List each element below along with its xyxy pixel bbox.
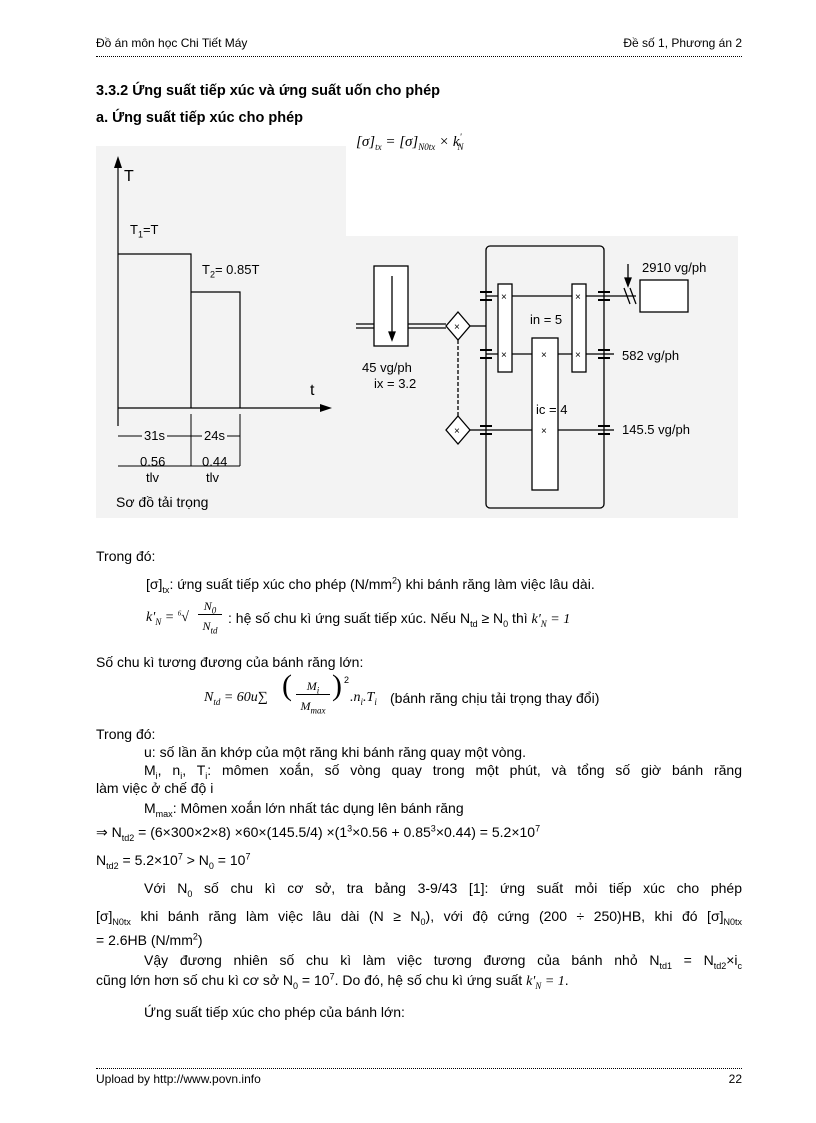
footer-page-number: 22	[728, 1072, 742, 1086]
p1-line2: $[\sigma]_{N0tx}$ khi bánh răng làm việc lâu dài $(N \ge N_0)$, với độ cứng (200 ÷ 250)HB, khi đó $[\sigma]_{N0tx}$	[96, 908, 742, 927]
t1-label: $T_1=T$	[130, 222, 159, 240]
load-chart	[96, 146, 346, 518]
seg2-time: 24s	[204, 428, 225, 443]
trong-do-2: Trong đó:	[96, 726, 156, 742]
seg2-unit: tlv	[206, 470, 219, 485]
m-def: $M_i$, $n_i$, $T_i$: mômen xoắn, số vòng quay trong một phút, và tổng số giờ bánh răng	[144, 762, 742, 781]
ix-ratio: ix = 3.2	[374, 376, 417, 391]
ntd2-line: $N_{td2} = 5.2\times 10^7 > N_0 = 10^7$	[96, 851, 251, 871]
footer-rule	[96, 1068, 742, 1069]
speed-out-left: 45 vg/ph	[362, 360, 412, 375]
y-axis-label: T	[124, 168, 134, 185]
svg-text:×: ×	[541, 350, 547, 361]
m-def-cont: làm việc ở chế độ i	[96, 780, 214, 796]
y-axis-arrow-icon	[114, 156, 122, 168]
load-step-2	[191, 292, 240, 408]
load-chart-caption: Sơ đồ tải trọng	[116, 494, 209, 510]
header-left: Đồ án môn học Chi Tiết Máy	[96, 36, 248, 50]
u-def: u: số lần ăn khớp của một răng khi bánh răng quay một vòng.	[144, 744, 526, 760]
load-step-1	[118, 254, 191, 408]
ic-ratio: ic = 4	[536, 402, 568, 417]
section-title: 3.3.2 Ứng suất tiếp xúc và ứng suất uốn cho phép	[96, 83, 440, 99]
svg-text:×: ×	[575, 292, 581, 303]
svg-text:×: ×	[501, 292, 507, 303]
formula-sigma-tx: $[\sigma]_{tx} = [\sigma]_{N0tx} \times k'_N$	[356, 132, 464, 152]
gear-diagram	[346, 236, 738, 518]
header-rule	[96, 56, 742, 57]
speed-motor: 2910 vg/ph	[642, 260, 707, 275]
speed-mid: 582 vg/ph	[622, 348, 680, 363]
x-axis-label: t	[310, 382, 315, 399]
header-right: Đề số 1, Phương án 2	[623, 36, 742, 50]
x-axis-arrow-icon	[320, 404, 332, 412]
calc-line: ⇒ $N_{td2} = (6\times 300\times 2\times 8) \times 60\times(145.5/4) \times(1^3\times 0.56 + 0.85^3\times 0.44) = 5.2\times 10^7$	[96, 823, 541, 843]
seg1-unit: tlv	[146, 470, 159, 485]
svg-text:×: ×	[454, 322, 460, 333]
p2-line2: cũng lớn hơn số chu kì cơ sở $N_0 = 10^7$. Do đó, hệ số chu kì ứng suất $k'_N = 1$.	[96, 971, 569, 991]
p2-line1: Vậy đương nhiên số chu kì làm việc tương đương của bánh nhỏ $N_{td1} = N_{td2}\times i_c$	[144, 952, 742, 971]
seg1-frac: 0.56	[140, 454, 166, 469]
p1-line3: = 2.6HB $(N/mm^2)$	[96, 931, 203, 948]
footer-left: Upload by http://www.povn.info	[96, 1072, 261, 1086]
svg-text:×: ×	[541, 426, 547, 437]
t2-label: $T_2= 0.85T$	[202, 262, 260, 280]
trong-do-1: Trong đó:	[96, 548, 156, 564]
p1-line1: Với $N_0$ số chu kì cơ sở, tra bảng 3-9/43 [1]: ứng suất mỏi tiếp xúc cho phép	[144, 880, 742, 899]
last-line: Ứng suất tiếp xúc cho phép của bánh lớn:	[144, 1004, 405, 1020]
so-chu-ki: Số chu kì tương đương của bánh răng lớn:	[96, 654, 364, 670]
sigma-def: $[\sigma]_{tx}$: ứng suất tiếp xúc cho phép $(N/mm^2)$ khi bánh răng làm việc lâu dài.	[146, 575, 595, 595]
svg-text:×: ×	[575, 350, 581, 361]
seg1-time: 31s	[144, 428, 165, 443]
speed-low: 145.5 vg/ph	[622, 422, 690, 437]
in-ratio: in = 5	[530, 312, 563, 327]
mmax-def: $M_{max}$: Mômen xoắn lớn nhất tác dụng lên bánh răng	[144, 800, 464, 819]
sub-title: a. Ứng suất tiếp xúc cho phép	[96, 110, 304, 126]
seg2-frac: 0.44	[202, 454, 228, 469]
svg-text:×: ×	[501, 350, 507, 361]
svg-text:×: ×	[454, 426, 460, 437]
